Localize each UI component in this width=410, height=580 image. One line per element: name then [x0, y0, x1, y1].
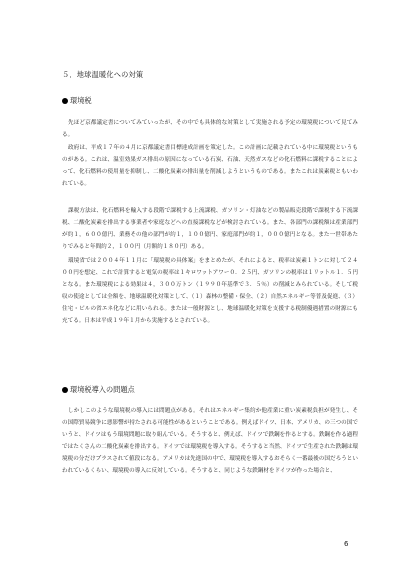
- subheading-tax-problems: [62, 385, 135, 395]
- paragraph-problems: しかしこのような環境税の導入には問題点がある。それはエネルギー集約か他産業に重い炭素税負担が発生し、その国際貿易競争に悪影響が持たされる可能性があるということである。例えばドイツ、日本、アメリカ、の三つの国でいうと、ドイツはもう環境問題に取り組んでいる。そうすると、例えば、ドイツで鉄鋼を作るとする。鉄鋼を作る過程ではたくさんの二酸化炭素を排出する。ドイツでは環境税を導入する。そうすると当然、ドイツで生産された鉄鋼は環境税の分だけプラスされて値段になる。アメリカは先進国の中で、環境税を導入するおそらく一番最後の国だろうといわれているくらい、環境税の導入に反対している。そうすると、同じような鉄鋼材をドイツが作った場合と、: [62, 408, 358, 474]
- subheading-label: 環境税: [70, 96, 92, 105]
- bullet-icon: [62, 98, 68, 104]
- bullet-icon: [62, 387, 68, 393]
- paragraph-intro: 先ほど京都議定書についてみていったが、その中でも具体的な対策として実施される予定の環境税について見てみる。: [62, 120, 358, 138]
- section-title: ５．地球温暖化への対策: [62, 70, 144, 79]
- paragraph-government-plan: 政府は、平成１７年の４月に京都議定書目標達成計画を策定した。この計画に記載されている中に環境税というものがある。これは、温室効果ガス排出の原因になっている石炭、石油、天然ガスなどの化石燃料に課税することによって、化石燃料の使用量を抑制し、二酸化炭素の排出量を削減しようというものである。またこれは炭素税ともいわれている。: [62, 145, 358, 187]
- paragraph-tax-method: 課税方法は、化石燃料を輸入する段階で課税する上流課税、ガソリン・灯油などの製品販売段階で課税する下流課税、二酸化炭素を排出する事業者や家庭などへの直接課税などが検討されている。また、各部門の課税額は産業部門が約１，６００億円、業務その他の部門が約１，１００億円、家庭部門が約１，０００億円となる。また一世帯あたりでみると年間約２，１００円（月額約１８０円）ある。: [62, 208, 358, 250]
- paragraph-ministry-proposal: 環境省では２００４年１１月に「環境税の具体案」をまとめたが、それによると、税率は炭素１トンに対して２４００円を想定、これで計算すると電気の税率は１キロワットアワー０．２５円、ガソリンの税率は１リットル１．５円となる。また環境税による効果は４，３００万トン（１９９０年基準で３．５％）の削減とみられている。そして税収の使途としては全額を、地球温暖化対策として、（１）森林の整備・保全、（２）自然エネルギー等普及促進、（３）住宅・ビルの省エネ化などに用いられる。または一般財源とし、地球温暖化対策を支援する税制優遇措置の財源にも充てる。日本は平成１９年１月から実施するとされている。: [62, 258, 358, 324]
- subheading-environment-tax: [62, 96, 92, 106]
- subheading-label: 環境税導入の問題点: [70, 385, 135, 394]
- page-number: 6: [344, 540, 349, 548]
